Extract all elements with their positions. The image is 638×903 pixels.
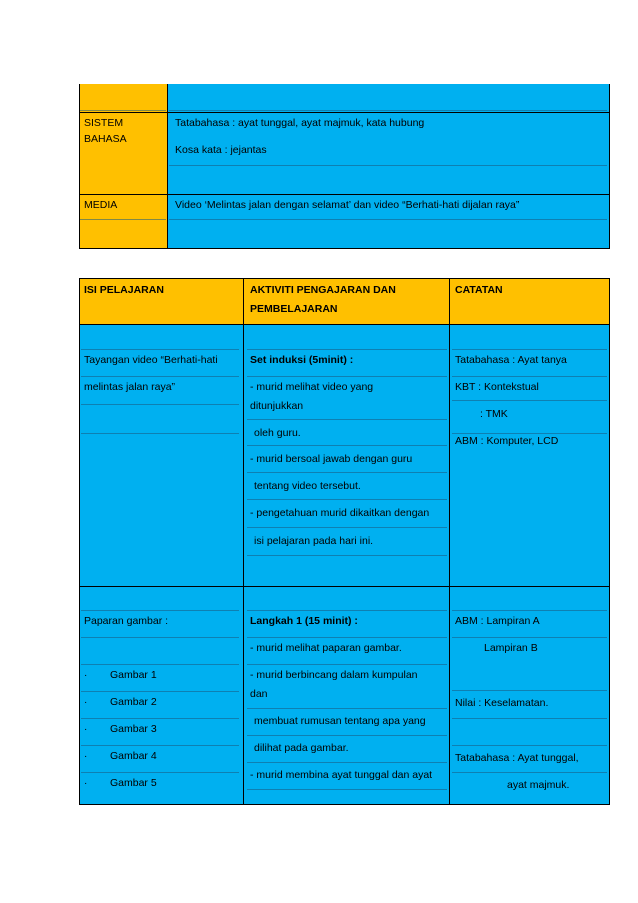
row2-akt-title: Langkah 1 (15 minit) :: [250, 615, 358, 627]
row1-cat-line: : TMK: [480, 408, 508, 420]
bullet-icon: ·: [84, 670, 88, 681]
row2-cat-line: ayat majmuk.: [507, 779, 570, 791]
header-catatan: CATATAN: [455, 284, 503, 296]
row2-akt-line: dan: [250, 688, 268, 700]
table2-body: [79, 324, 609, 804]
row2-gambar-item: Gambar 5: [110, 777, 157, 789]
bullet-icon: ·: [84, 697, 88, 708]
row2-isi-title: Paparan gambar :: [84, 615, 169, 627]
media-text: Video ‘Melintas jalan dengan selamat’ dan video “Berhati-hati dijalan raya”: [175, 199, 520, 211]
row2-akt-line: dilihat pada gambar.: [254, 742, 349, 754]
row1-akt-line: oleh guru.: [254, 427, 301, 439]
bullet-icon: ·: [84, 724, 88, 735]
header-aktiviti-line1: AKTIVITI PENGAJARAN DAN: [250, 284, 396, 296]
header-aktiviti-line2: PEMBELAJARAN: [250, 303, 338, 315]
bahasa-label: BAHASA: [84, 133, 127, 145]
media-label: MEDIA: [84, 199, 118, 211]
row1-cat-line: ABM : Komputer, LCD: [455, 435, 559, 447]
row2-akt-line: membuat rumusan tentang apa yang: [254, 715, 426, 727]
row2-gambar-item: Gambar 2: [110, 696, 157, 708]
row1-akt-line: isi pelajaran pada hari ini.: [254, 535, 374, 547]
row2-akt-line: - murid berbincang dalam kumpulan: [250, 669, 418, 681]
row1-isi-line1: Tayangan video “Berhati-hati: [84, 354, 218, 366]
row1-akt-line: ditunjukkan: [250, 400, 304, 412]
row2-cat-line: ABM : Lampiran A: [455, 615, 540, 627]
row2-gambar-item: Gambar 4: [110, 750, 157, 762]
kosakata-text: Kosa kata : jejantas: [175, 144, 267, 156]
row1-akt-line: - murid bersoal jawab dengan guru: [250, 453, 413, 465]
bullet-icon: ·: [84, 751, 88, 762]
row1-akt-line: tentang video tersebut.: [254, 480, 361, 492]
row1-cat-line: Tatabahasa : Ayat tanya: [455, 354, 567, 366]
row1-akt-line: - pengetahuan murid dikaitkan dengan: [250, 507, 430, 519]
tatabahasa-text: Tatabahasa : ayat tunggal, ayat majmuk, kata hubung: [175, 117, 425, 129]
row2-gambar-item: Gambar 3: [110, 723, 157, 735]
table1-content-column: [167, 84, 609, 248]
sistem-label: SISTEM: [84, 117, 124, 129]
row2-akt-line: - murid membina ayat tunggal dan ayat: [250, 769, 433, 781]
row1-cat-line: KBT : Kontekstual: [455, 381, 539, 393]
row2-cat-line: Nilai : Keselamatan.: [455, 697, 549, 709]
row1-isi-line2: melintas jalan raya”: [84, 381, 176, 393]
row1-akt-line: - murid melihat video yang: [250, 381, 374, 393]
row2-akt-line: - murid melihat paparan gambar.: [250, 642, 402, 654]
row2-gambar-item: Gambar 1: [110, 669, 157, 681]
header-isi-pelajaran: ISI PELAJARAN: [84, 284, 164, 296]
bullet-icon: ·: [84, 778, 88, 789]
row2-cat-line: Tatabahasa : Ayat tunggal,: [455, 752, 579, 764]
row2-cat-line: Lampiran B: [484, 642, 538, 654]
row1-akt-title: Set induksi (5minit) :: [250, 354, 354, 366]
table1-label-column: [79, 84, 167, 248]
